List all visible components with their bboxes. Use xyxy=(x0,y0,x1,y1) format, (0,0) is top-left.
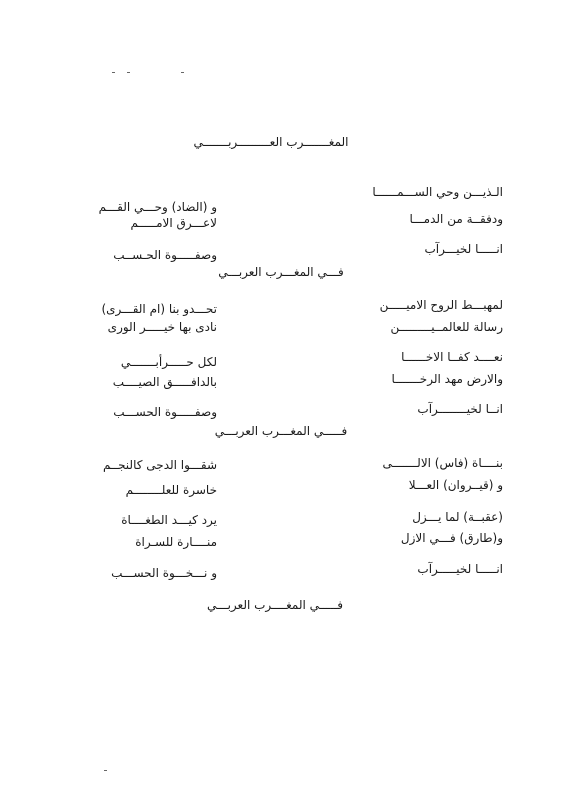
verse-right: ودفقــة من الدمـــا xyxy=(409,212,503,226)
verse-right: رسالة للعالمــيـــــــــن xyxy=(390,320,503,334)
verse-left: منــــارة للسـراة xyxy=(135,535,217,549)
verse-right: نعــــد كفــا الاخــــــا xyxy=(401,350,503,364)
scan-speck xyxy=(112,72,115,73)
verse-right: انـــــا لخيـــــرآب xyxy=(417,562,503,576)
verse-left: خاسرة للعلــــــــم xyxy=(125,483,217,497)
verse-left: و نـــخـــوة الحســـب xyxy=(111,566,217,580)
refrain: فـــي المغـــرب العربـــي xyxy=(218,265,344,279)
refrain: فـــــي المغـــرب العربـــي xyxy=(214,424,348,438)
poem-title: المغـــــــرب العـــــــــربـــــــي xyxy=(193,135,349,149)
verse-left: لكل حـــــرأبـــــــي xyxy=(120,355,217,369)
scan-speck xyxy=(104,770,107,771)
verse-right: الـذيـــن وحي الســـمــــــا xyxy=(372,185,503,199)
verse-left: يرد كيـــد الطغــــاة xyxy=(121,513,217,527)
verse-right: (عقبــة) لما يـــزل xyxy=(412,510,503,524)
verse-right: انـــــا لخيـــرآب xyxy=(424,242,503,256)
verse-left: لاعـــرق الامـــــم xyxy=(130,216,217,230)
verse-left: وصفـــــوة الحـســب xyxy=(113,248,217,262)
verse-left: وصفـــــوة الحســـب xyxy=(113,405,217,419)
verse-left: تحـــدو بنا (ام القـــرى) xyxy=(101,302,217,316)
verse-right: والارض مهد الرخـــــــا xyxy=(391,372,503,386)
scan-speck xyxy=(127,72,130,73)
verse-right: لمهبـــط الروح الاميـــــن xyxy=(379,298,503,312)
verse-right: بنــــاة (فاس) الالـــــــى xyxy=(382,456,503,470)
verse-left: بالدافـــــق الصيــــب xyxy=(112,375,217,389)
verse-right: و (قيــروان) العـــلا xyxy=(408,478,503,492)
scan-speck xyxy=(181,72,184,73)
verse-left: شقـــوا الدجى كالنجــم xyxy=(103,458,217,472)
verse-right: انــا لخيــــــــرآب xyxy=(417,402,503,416)
refrain: فـــــي المغــــرب العربـــي xyxy=(207,598,343,612)
verse-left: و (الضاد) وحـــي القـــم xyxy=(98,200,217,214)
verse-left: نادى بها خيـــــر الورى xyxy=(107,320,217,334)
verse-right: و(طارق) فـــي الازل xyxy=(400,531,503,545)
